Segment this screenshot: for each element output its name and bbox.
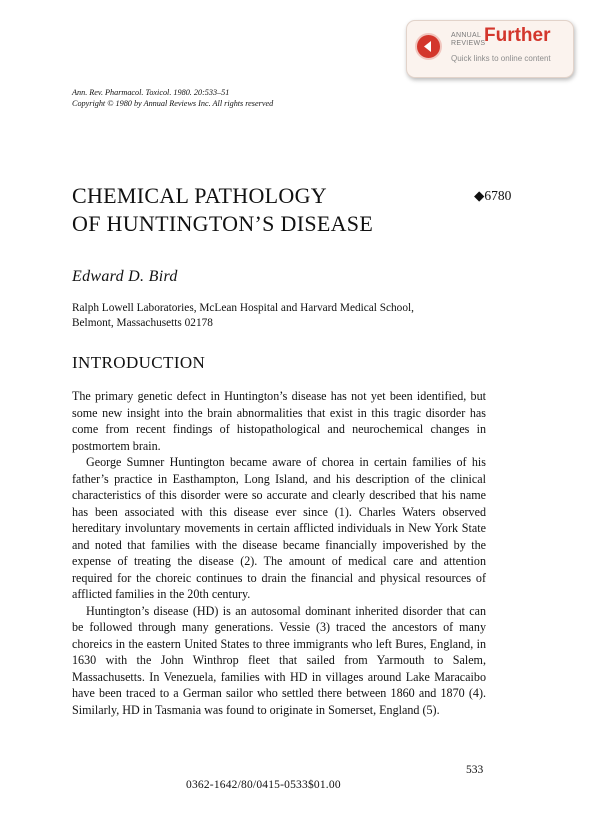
section-heading: INTRODUCTION <box>72 353 206 372</box>
badge-publisher <box>451 32 485 48</box>
paragraph: The primary genetic defect in Huntington’s disease has not yet been identified, but some new insight into the brain abnormalities that exist in this tragic disorder has come from recent findings of histopathological and neurochemical changes in postmortem brain. <box>72 389 486 453</box>
badge-annual: ANNUAL <box>451 32 482 39</box>
title-line-2: OF HUNTINGTON’S DISEASE <box>72 211 374 236</box>
paragraph: George Sumner Huntington became aware of chorea in certain families of his father’s practice in Easthampton, Long Island, and his description of the clinical characteristics of this disorder were so accurate and clearly described that his name has been associated with this disease ever since (1). Charles Waters observed hereditary involuntary movements in certain afflicted individuals in New York State and noted that families with the disease became financially impoverished by the expense of treating the disease (2). The amount of medical care and attention required for the choreic continues to drain the financial and physical resources of afflicted families in the 20th century. <box>72 455 486 602</box>
article-title <box>72 182 373 238</box>
author-name: Edward D. Bird <box>72 268 178 285</box>
footer-code: 0362-1642/80/0415-0533$01.00 <box>186 779 341 791</box>
further-badge[interactable] <box>406 20 574 78</box>
affiliation-line-1: Ralph Lowell Laboratories, McLean Hospital and Harvard Medical School, <box>72 302 414 314</box>
citation-line-1: Ann. Rev. Pharmacol. Toxicol. 1980. 20:533–51 <box>72 88 230 97</box>
paragraph: Huntington’s disease (HD) is an autosomal dominant inherited disorder that can be followed through many generations. Vessie (3) traced the ancestors of many choreics in the eastern United States to three immigrants who left Bures, England, in 1630 with the John Winthrop fleet that sailed from Yarmouth to Salem, Massachusetts. In Venezuela, families with HD in villages around Lake Maracaibo have been traced to a German sailor who settled there between 1860 and 1870 (4). Similarly, HD in Tasmania was found to originate in Somerset, England (5). <box>72 603 486 717</box>
badge-subtitle: Quick links to online content <box>451 54 551 63</box>
journal-citation <box>72 88 273 109</box>
title-line-1: CHEMICAL PATHOLOGY <box>72 183 327 208</box>
page-number: 533 <box>466 764 484 776</box>
author-affiliation <box>72 301 414 331</box>
article-code: ◆6780 <box>474 188 512 203</box>
annual-reviews-logo-icon <box>415 33 442 60</box>
affiliation-line-2: Belmont, Massachusetts 02178 <box>72 317 213 329</box>
badge-further: Further <box>484 25 551 46</box>
badge-reviews: REVIEWS <box>451 40 486 47</box>
citation-line-2: Copyright © 1980 by Annual Reviews Inc. All rights reserved <box>72 98 274 108</box>
body-text <box>72 388 486 718</box>
